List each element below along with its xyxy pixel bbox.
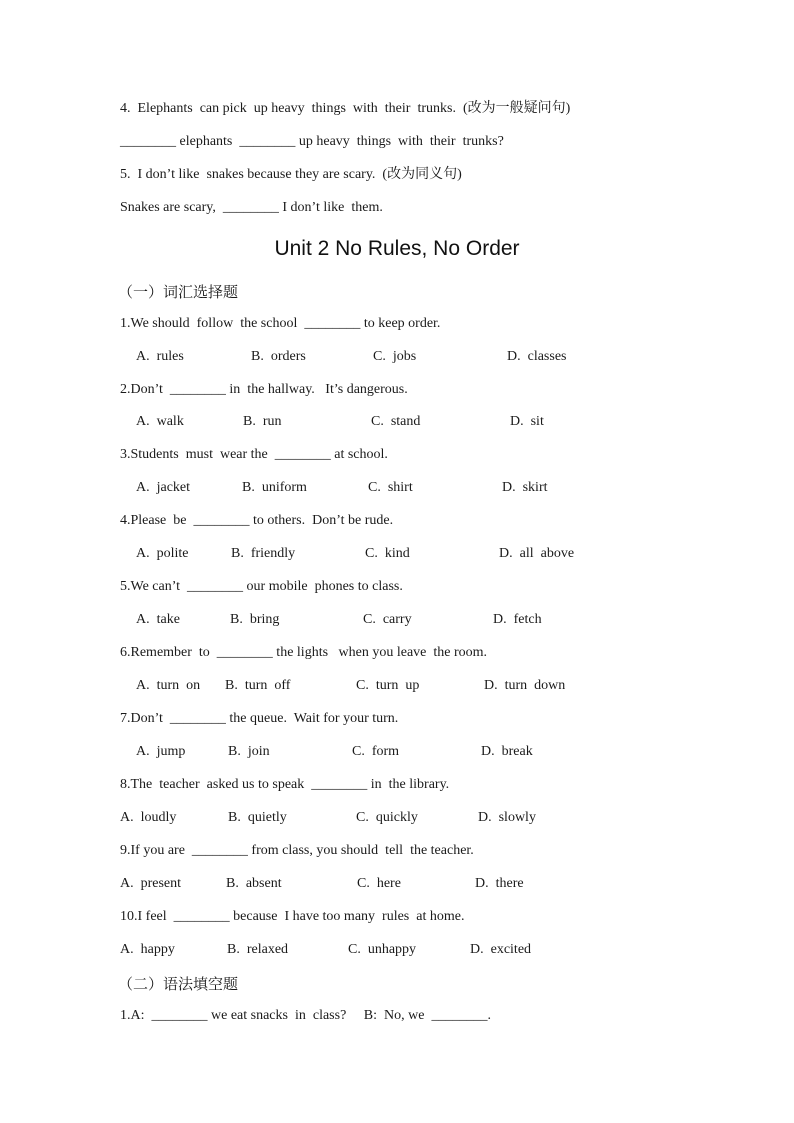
- option-d: D. skirt: [502, 480, 548, 495]
- question-5: 5.We can’t ________ our mobile phones to class.: [120, 579, 403, 594]
- option-b: B. relaxed: [227, 942, 289, 957]
- question-3: 3.Students must wear the ________ at school.: [120, 447, 388, 462]
- option-d: D. classes: [507, 349, 567, 364]
- intro-line-5: 5. I don’t like snakes because they are scary. (改为同义句): [120, 167, 462, 182]
- option-c: C. jobs: [373, 349, 417, 364]
- option-a: A. happy: [120, 942, 175, 957]
- section-heading-grammar: （二）语法填空题: [118, 975, 239, 993]
- section-heading-vocabulary: （一）词汇选择题: [118, 283, 239, 301]
- option-b: B. join: [228, 744, 270, 759]
- option-d: D. turn down: [484, 678, 566, 693]
- option-a: A. present: [120, 876, 182, 891]
- question-2: 2.Don’t ________ in the hallway. It’s dangerous.: [120, 382, 408, 397]
- option-d: D. break: [481, 744, 533, 759]
- option-a: A. walk: [136, 414, 184, 429]
- option-c: C. form: [352, 744, 400, 759]
- option-c: C. here: [357, 876, 401, 891]
- question-10: 10.I feel ________ because I have too many rules at home.: [120, 909, 465, 924]
- option-a: A. jump: [136, 744, 186, 759]
- option-d: D. there: [475, 876, 524, 891]
- option-d: D. slowly: [478, 810, 536, 825]
- option-b: B. friendly: [231, 546, 296, 561]
- option-c: C. stand: [371, 414, 421, 429]
- option-c: C. shirt: [368, 480, 413, 495]
- option-c: C. kind: [365, 546, 410, 561]
- grammar-question-1: 1.A: ________ we eat snacks in class? B: No, we ________.: [120, 1008, 491, 1023]
- question-8: 8.The teacher asked us to speak ________ in the library.: [120, 777, 450, 792]
- option-d: D. fetch: [493, 612, 542, 627]
- option-b: B. absent: [226, 876, 282, 891]
- option-d: D. sit: [510, 414, 544, 429]
- option-c: C. turn up: [356, 678, 420, 693]
- option-b: B. run: [243, 414, 282, 429]
- intro-line-4-answer: ________ elephants ________ up heavy things with their trunks?: [120, 134, 504, 149]
- option-c: C. unhappy: [348, 942, 417, 957]
- option-b: B. turn off: [225, 678, 291, 693]
- option-a: A. rules: [136, 349, 184, 364]
- option-d: D. all above: [499, 546, 575, 561]
- option-c: C. quickly: [356, 810, 418, 825]
- option-d: D. excited: [470, 942, 532, 957]
- question-4: 4.Please be ________ to others. Don’t be rude.: [120, 513, 394, 528]
- option-a: A. jacket: [136, 480, 191, 495]
- option-b: B. orders: [251, 349, 306, 364]
- question-6: 6.Remember to ________ the lights when you leave the room.: [120, 645, 488, 660]
- option-a: A. take: [136, 612, 180, 627]
- unit-title: Unit 2 No Rules, No Order: [274, 237, 520, 260]
- option-a: A. turn on: [136, 678, 201, 693]
- option-a: A. loudly: [120, 810, 177, 825]
- option-b: B. quietly: [228, 810, 287, 825]
- question-7: 7.Don’t ________ the queue. Wait for your turn.: [120, 711, 399, 726]
- question-1: 1.We should follow the school ________ to keep order.: [120, 316, 441, 331]
- option-a: A. polite: [136, 546, 189, 561]
- option-c: C. carry: [363, 612, 412, 627]
- intro-line-5-answer: Snakes are scary, ________ I don’t like them.: [120, 200, 383, 215]
- intro-line-4: 4. Elephants can pick up heavy things with their trunks. (改为一般疑问句): [120, 101, 571, 116]
- question-9: 9.If you are ________ from class, you should tell the teacher.: [120, 843, 474, 858]
- option-b: B. uniform: [242, 480, 307, 495]
- option-b: B. bring: [230, 612, 280, 627]
